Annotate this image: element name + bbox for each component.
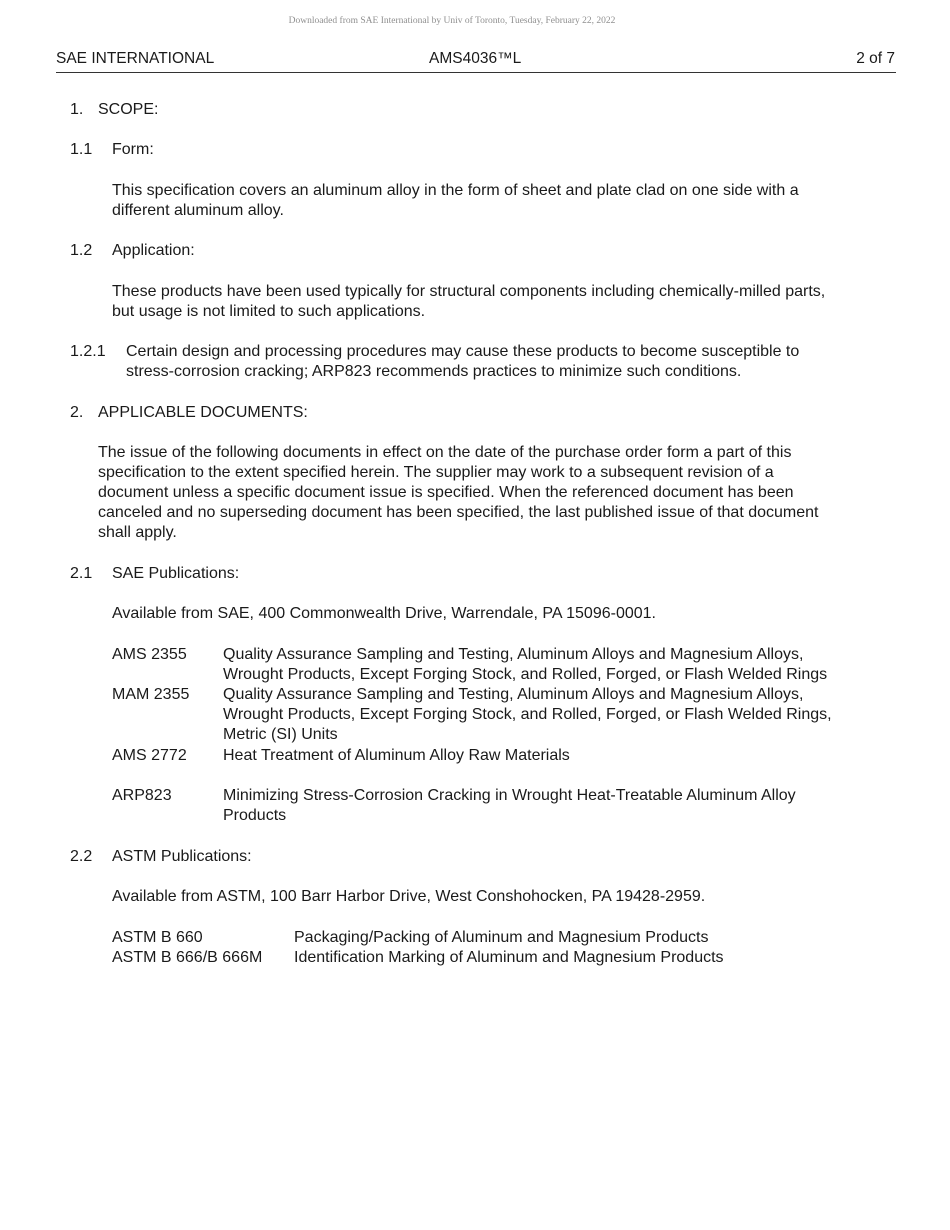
header-doc-id: AMS4036™L bbox=[429, 50, 522, 67]
astm-availability bbox=[112, 887, 892, 907]
reference-entry bbox=[112, 928, 892, 948]
reference-code: ASTM B 660 bbox=[112, 929, 203, 946]
body-line: These products have been used typically for structural components including chemically-milled parts, bbox=[112, 283, 826, 300]
section-body bbox=[126, 342, 799, 382]
section-2-2-heading bbox=[70, 847, 890, 867]
reference-title-line: Products bbox=[223, 807, 287, 824]
availability-text: Available from SAE, 400 Commonwealth Drive, Warrendale, PA 15096-0001. bbox=[112, 605, 656, 622]
reference-entry bbox=[112, 645, 892, 685]
body-line: but usage is not limited to such applications. bbox=[112, 303, 426, 320]
reference-title-line: Wrought Products, Except Forging Stock, and Rolled, Forged, or Flash Welded Rings bbox=[223, 666, 828, 683]
header-org: SAE INTERNATIONAL bbox=[56, 50, 215, 67]
header-page-number: 2 of 7 bbox=[856, 50, 895, 67]
reference-code: ASTM B 666/B 666M bbox=[112, 949, 263, 966]
section-number: 2.2 bbox=[70, 848, 93, 865]
section-title: APPLICABLE DOCUMENTS: bbox=[98, 404, 308, 421]
section-title: SCOPE: bbox=[98, 101, 159, 118]
reference-title-line: Minimizing Stress-Corrosion Cracking in Wrought Heat-Treatable Aluminum Alloy bbox=[223, 787, 796, 804]
reference-title-line: Heat Treatment of Aluminum Alloy Raw Materials bbox=[223, 747, 570, 764]
reference-title bbox=[223, 746, 570, 766]
section-number: 2.1 bbox=[70, 565, 93, 582]
body-line: This specification covers an aluminum alloy in the form of sheet and plate clad on one side with a bbox=[112, 182, 799, 199]
body-line: shall apply. bbox=[98, 524, 177, 541]
reference-title-line: Quality Assurance Sampling and Testing, Aluminum Alloys and Magnesium Alloys, bbox=[223, 646, 804, 663]
section-1-1-heading bbox=[70, 140, 890, 160]
reference-title-line: Wrought Products, Except Forging Stock, and Rolled, Forged, or Flash Welded Rings, bbox=[223, 706, 832, 723]
section-1-2-1 bbox=[70, 342, 890, 382]
body-line: canceled and no superseding document has been specified, the last published issue of that document bbox=[98, 504, 819, 521]
reference-entry bbox=[112, 685, 892, 745]
reference-title bbox=[223, 645, 827, 685]
reference-title-line: Identification Marking of Aluminum and Magnesium Products bbox=[294, 949, 724, 966]
section-title: ASTM Publications: bbox=[112, 848, 252, 865]
section-2-heading bbox=[70, 403, 890, 423]
section-title: Form: bbox=[112, 141, 154, 158]
section-number: 1. bbox=[70, 101, 84, 118]
reference-title-line: Quality Assurance Sampling and Testing, Aluminum Alloys and Magnesium Alloys, bbox=[223, 686, 804, 703]
section-1-2-body bbox=[112, 282, 892, 322]
availability-text: Available from ASTM, 100 Barr Harbor Drive, West Conshohocken, PA 19428-2959. bbox=[112, 888, 706, 905]
reference-entry bbox=[112, 786, 892, 826]
section-number: 2. bbox=[70, 404, 84, 421]
reference-code: ARP823 bbox=[112, 787, 172, 804]
reference-entry bbox=[112, 948, 892, 968]
section-title: Application: bbox=[112, 242, 195, 259]
section-2-1-heading bbox=[70, 564, 890, 584]
reference-title bbox=[294, 928, 708, 948]
reference-title-line: Packaging/Packing of Aluminum and Magnesium Products bbox=[294, 929, 709, 946]
section-1-heading bbox=[70, 100, 890, 120]
body-line: document unless a specific document issue is specified. When the referenced document has been bbox=[98, 484, 794, 501]
reference-title-line: Metric (SI) Units bbox=[223, 726, 338, 743]
reference-code: AMS 2772 bbox=[112, 747, 187, 764]
reference-code: MAM 2355 bbox=[112, 686, 190, 703]
body-line: stress-corrosion cracking; ARP823 recommends practices to minimize such conditions. bbox=[126, 363, 742, 380]
download-watermark: Downloaded from SAE International by Univ of Toronto, Tuesday, February 22, 2022 bbox=[288, 16, 616, 26]
reference-entry bbox=[112, 746, 892, 766]
section-number: 1.1 bbox=[70, 141, 93, 158]
section-1-1-body bbox=[112, 181, 892, 221]
reference-title bbox=[223, 786, 796, 826]
reference-title bbox=[294, 948, 724, 968]
section-2-body bbox=[98, 443, 888, 543]
sae-availability bbox=[112, 604, 892, 624]
section-title: SAE Publications: bbox=[112, 565, 240, 582]
page-header bbox=[56, 50, 896, 73]
reference-title bbox=[223, 685, 832, 745]
section-number: 1.2 bbox=[70, 242, 93, 259]
section-1-2-heading bbox=[70, 241, 890, 261]
body-line: specification to the extent specified herein. The supplier may work to a subsequent revision of a bbox=[98, 464, 774, 481]
body-line: The issue of the following documents in effect on the date of the purchase order form a part of this bbox=[98, 444, 792, 461]
reference-code: AMS 2355 bbox=[112, 646, 187, 663]
body-line: Certain design and processing procedures may cause these products to become susceptible to bbox=[126, 343, 800, 360]
body-line: different aluminum alloy. bbox=[112, 202, 284, 219]
section-number: 1.2.1 bbox=[70, 343, 106, 360]
